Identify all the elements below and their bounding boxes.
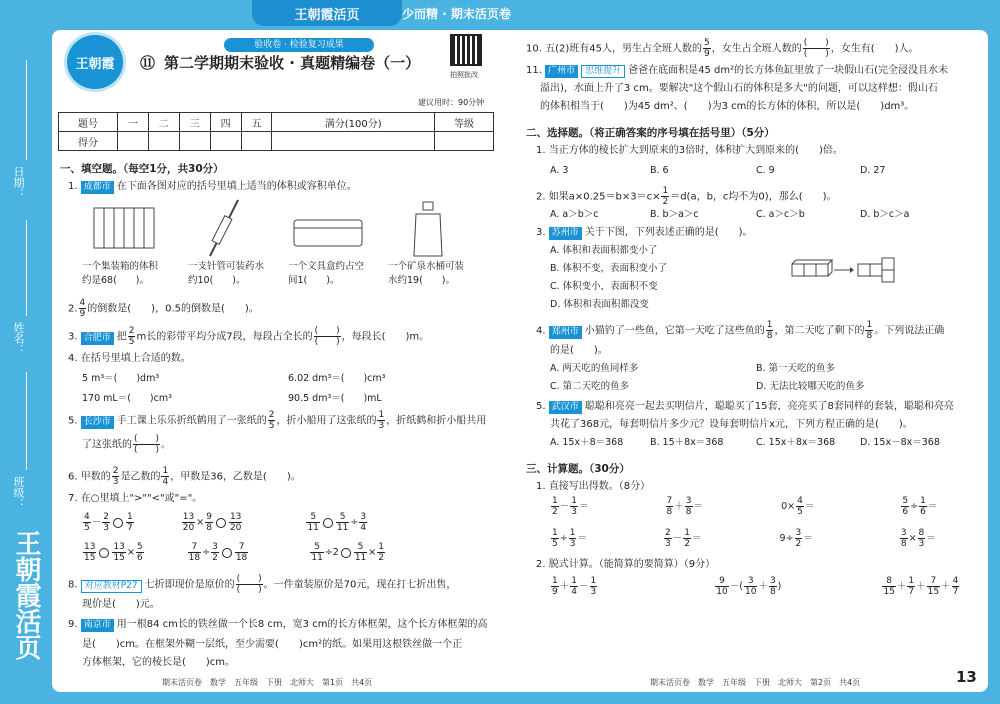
score-cell[interactable]: [210, 132, 241, 151]
score-row: [59, 132, 494, 151]
time-hint: 建议用时：90分钟: [418, 98, 485, 107]
series-title: 少而精 · 期末活页卷: [402, 6, 511, 21]
score-head-cell: 满分(100分): [272, 113, 435, 132]
c5-opt-a[interactable]: A. 15x＋8＝368: [550, 437, 624, 448]
q11-text-3: 的体积相当于( )为45 dm²、( )为3 cm的长方体的体积，所以是( )dm³。: [540, 101, 915, 112]
q3-text: 3. 合肥市 把 $\frac{2}{5}$ m长的彩带平均分成7段，每段占全长的 ( ) ( ) ，每段长( )m。: [68, 326, 430, 347]
c2-opt-b[interactable]: B. b＞a＞c: [650, 209, 699, 220]
c2-opt-a[interactable]: A. a＞b＞c: [550, 209, 599, 220]
q11-text-2: 溢出)，水面上升了3 cm。要解决"这个假山石的体积是多大"的问题，可以这样想：假山石: [540, 83, 938, 94]
syringe-illustration: [204, 198, 244, 260]
score-header-row: [59, 113, 494, 132]
c1-opt-c[interactable]: C. 9: [756, 165, 775, 176]
q1-prompt: 在下面各图对应的括号里填上适当的体积或容积单位。: [116, 181, 357, 192]
c5-text-2: 共花了368元，每套明信片多少元？设每套明信片x元，下列方程正确的是( )。: [550, 419, 913, 430]
q6-text: 6. 甲数的 $\frac{2}{3}$ 是乙数的 $\frac{1}{4}$ ，甲数是36，乙数是( )。: [68, 466, 301, 487]
score-cell[interactable]: [272, 132, 435, 151]
q1-region-tag: 成都市: [81, 181, 114, 194]
score-head-cell: 二: [148, 113, 179, 132]
c3-opt-a[interactable]: A. 体积和表面积都变小了: [550, 245, 658, 256]
q9-text-2: 是( )cm。在框架外糊一层纸，至少需要( )cm²的纸。如果用这根铁丝做一个正: [82, 639, 463, 650]
c3-opt-b[interactable]: B. 体积不变，表面积变小了: [550, 263, 668, 274]
left-footer: 期末活页卷 数学 五年级 下册 北师大 第1页 共4页: [162, 678, 373, 687]
c1-opt-d[interactable]: D. 27: [860, 165, 886, 176]
q5-text-2: 了这张纸的 ( ) ( ) 。: [82, 434, 172, 455]
score-row-label: 得分: [59, 132, 118, 151]
section-2-title: 二、选择题。（将正确答案的序号填在括号里）（5分）: [526, 127, 775, 139]
c1-opt-a[interactable]: A. 3: [550, 165, 569, 176]
q4-left-2: 170 mL＝( )cm³: [82, 393, 172, 404]
cubes-illustration: [788, 254, 918, 290]
water-bucket-illustration: [408, 200, 448, 260]
class-line: [26, 372, 27, 470]
right-footer: 期末活页卷 数学 五年级 下册 北师大 第2页 共4页: [650, 678, 861, 687]
score-head-cell: 等级: [435, 113, 494, 132]
q10-text: 10. 五(2)班有45人，男生占全班人数的 $\frac{5}{9}$ ，女生占全班人数的 ( ) ( ) ，女生有( )人。: [526, 38, 919, 59]
c2-text: 2. 如果a×0.25＝b×3＝c× $\frac{1}{2}$ ＝d(a，b，c均不为0)，那么( )。: [536, 186, 837, 207]
score-head-cell: 题号: [59, 113, 118, 132]
c4-text: 4. 郑州市 小猫钓了一些鱼，它第一天吃了这些鱼的 $\frac{1}{8}$ ，第二天吃了剩下的 $\frac{1}{8}$ 。下列说法正确: [536, 320, 945, 341]
q1-item-4: 一个矿泉水桶可装 水约19( )。: [388, 261, 465, 286]
brand-title: 王朝霞活页: [252, 0, 402, 26]
section-3-title: 三、计算题。（30分）: [526, 463, 630, 475]
q4-right-2: 90.5 dm³＝( )mL: [288, 393, 382, 404]
q9-text: 9. 南京市 用一根84 cm长的铁丝做一个长8 cm，宽3 cm的长方体框架，这个长方体框架的高: [68, 619, 488, 630]
c3-opt-c[interactable]: C. 体积变小，表面积不变: [550, 281, 658, 292]
c2-opt-c[interactable]: C. a＞c＞b: [756, 209, 805, 220]
k2-title: 2. 脱式计算。（能简算的要简算）（9分）: [536, 559, 716, 570]
publisher-logo: 王朝霞: [64, 32, 126, 92]
c2-opt-d[interactable]: D. b＞c＞a: [860, 209, 910, 220]
right-page: [500, 30, 988, 692]
container-illustration: [90, 200, 162, 256]
q4-left-1: 5 m³＝( )dm³: [82, 373, 160, 384]
page-number: 13: [956, 668, 977, 686]
c4-text-2: 的是( )。: [550, 345, 608, 356]
name-label: 姓名：: [12, 322, 25, 355]
left-page: [52, 30, 500, 692]
scan-label: 拍照批改: [450, 71, 478, 79]
q2-text: 2. $\frac{4}{9}$ 的倒数是( )，0.5的倒数是( )。: [68, 298, 259, 319]
c1-opt-b[interactable]: B. 6: [650, 165, 669, 176]
q7-row-1: $\frac{4}{5}$ － $\frac{2}{3}$ $\frac{1}{7}$ $\frac{13}{20}$ × $\frac{9}{8}$ $\frac{13}{20}$ $\frac{5}{11}$ $\frac{5}{11}$ ÷ $\frac{3}{4}$: [84, 512, 367, 533]
date-label: 日期：: [12, 166, 25, 199]
c3-text: 3. 苏州市 关于下图，下列表述正确的是( )。: [536, 227, 753, 238]
q5-text: 5. 长沙市 手工课上乐乐折纸鹤用了一张纸的 $\frac{2}{5}$ ，折小船用了这张纸的 $\frac{1}{3}$ ，折纸鹤和折小船共用: [68, 410, 487, 431]
score-cell[interactable]: [148, 132, 179, 151]
score-cell[interactable]: [117, 132, 148, 151]
q8-text-2: 现价是( )元。: [82, 599, 160, 610]
c4-opt-b[interactable]: B. 第一天吃的鱼多: [756, 363, 836, 374]
q4-right-1: 6.02 dm³＝( )cm³: [288, 373, 386, 384]
q1-item-2: 一支针管可装药水 约10( )。: [188, 261, 265, 286]
c5-opt-b[interactable]: B. 15＋8x＝368: [650, 437, 724, 448]
q1-text: 1. 成都市 在下面各图对应的括号里填上适当的体积或容积单位。: [68, 181, 357, 192]
q8-text: 8. 对应教材P27 七折即现价是原价的 ( ) ( ) 。一件童装原价是70元，现在打七折出售，: [68, 574, 457, 595]
k2-row: $\frac{1}{9}$ ＋ $\frac{1}{4}$ － $\frac{1}{3}$ $\frac{9}{10}$ －( $\frac{3}{10}$ ＋ $\frac{3}{8}$ ) $\frac{8}{15}$ ＋ $\frac{1}{7}$ ＋ $\frac{7}{15}$ ＋ $\frac{4}{7}$: [552, 576, 959, 597]
c4-opt-c[interactable]: C. 第二天吃的鱼多: [550, 381, 630, 392]
c1-text: 1. 当正方体的棱长扩大到原来的3倍时，体积扩大到原来的( )倍。: [536, 145, 843, 156]
score-head-cell: 一: [117, 113, 148, 132]
score-head-cell: 五: [241, 113, 272, 132]
q1-item-3: 一个文具盒约占空 间1( )。: [288, 261, 365, 286]
q1-item-1: 一个集装箱的体积 约是68( )。: [82, 261, 159, 286]
q9-text-3: 方体框架，它的棱长是( )cm。: [82, 657, 236, 668]
c5-opt-d[interactable]: D. 15x－8x＝368: [860, 437, 940, 448]
score-cell[interactable]: [241, 132, 272, 151]
c4-opt-d[interactable]: D. 无法比较哪天吃的鱼多: [756, 381, 865, 392]
class-label: 班级：: [12, 476, 25, 509]
qr-code[interactable]: [450, 34, 482, 66]
q7-row-2: $\frac{13}{15}$ $\frac{13}{15}$ × $\frac{5}{6}$ $\frac{7}{18}$ ÷ $\frac{3}{2}$ $\frac{7}{18}$ $\frac{5}{11}$ ÷2 $\frac{5}{11}$ × $\frac{1}{2}$: [84, 542, 384, 563]
pencil-box-illustration: [288, 212, 368, 252]
c5-text: 5. 武汉市 聪聪和亮亮一起去买明信片，聪聪买了15套，亮亮买了8套同样的套装，聪聪和亮亮: [536, 401, 954, 412]
q11-text: 11. 广州市 思维提升 爸爸在底面积是45 dm²的长方体鱼缸里放了一块假山石(完全浸没且水未: [526, 65, 949, 76]
exam-number: ⑪: [140, 54, 156, 72]
q4-title: 4. 在括号里填上合适的数。: [68, 353, 191, 364]
k1-row-2: $\frac{1}{5}$ ÷ $\frac{1}{3}$ ＝ $\frac{2}{3}$ － $\frac{1}{2}$ ＝ 9÷ $\frac{3}{2}$ ＝ $\frac{3}{8}$ × $\frac{8}{3}$ ＝: [552, 528, 936, 549]
c4-opt-a[interactable]: A. 两天吃的鱼同样多: [550, 363, 639, 374]
c5-opt-c[interactable]: C. 15x＋8x＝368: [756, 437, 836, 448]
subtitle-pill: 验收卷 · 检验复习成果: [224, 38, 374, 52]
k1-row-1: $\frac{1}{2}$ － $\frac{1}{3}$ ＝ $\frac{7}{8}$ ＋ $\frac{3}{8}$ ＝ 0× $\frac{4}{5}$ ＝ $\frac{5}{6}$ ÷ $\frac{1}{6}$ ＝: [552, 496, 938, 517]
q7-title: 7. 在○里填上">""<"或"="。: [68, 493, 203, 504]
score-cell[interactable]: [435, 132, 494, 151]
section-1-title: 一、填空题。（每空1分，共30分）: [60, 163, 224, 175]
side-logo: 王朝霞活页: [11, 530, 41, 660]
score-head-cell: 三: [179, 113, 210, 132]
date-line: [26, 60, 27, 160]
c3-opt-d[interactable]: D. 体积和表面积都没变: [550, 299, 649, 310]
name-line: [26, 220, 27, 316]
left-strip: [0, 0, 52, 704]
score-head-cell: 四: [210, 113, 241, 132]
score-table: [58, 112, 494, 151]
k1-title: 1. 直接写出得数。（8分）: [536, 481, 651, 492]
score-cell[interactable]: [179, 132, 210, 151]
exam-title: 第二学期期末验收 · 真题精编卷（一）: [164, 54, 421, 72]
